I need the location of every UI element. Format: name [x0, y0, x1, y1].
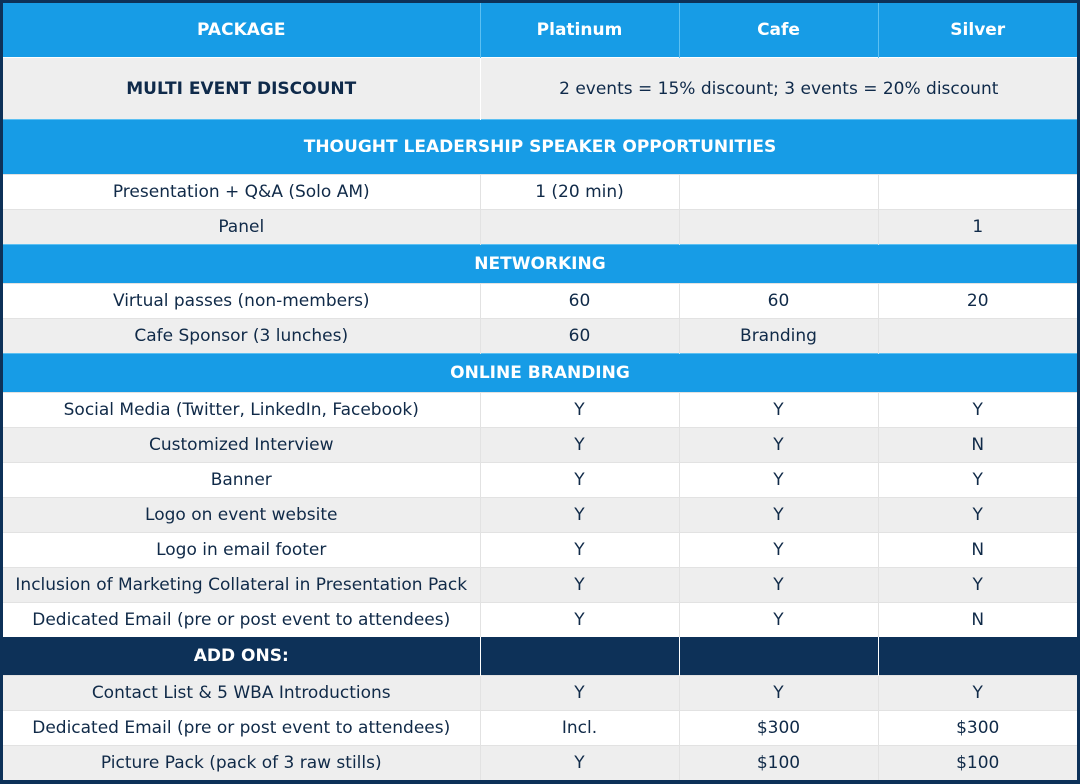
cafe-value: $100 — [679, 746, 878, 781]
section-title-networking: NETWORKING — [3, 245, 1077, 284]
row-label: Customized Interview — [3, 428, 480, 463]
silver-value — [878, 175, 1077, 210]
header-silver: Silver — [878, 3, 1077, 58]
silver-value: Y — [878, 676, 1077, 711]
cafe-value: $300 — [679, 711, 878, 746]
section-title-branding: ONLINE BRANDING — [3, 354, 1077, 393]
platinum-value: Y — [480, 676, 679, 711]
row-label: Dedicated Email (pre or post event to attendees) — [3, 711, 480, 746]
addons-empty-cell — [679, 637, 878, 676]
platinum-value: Y — [480, 498, 679, 533]
platinum-value: 1 (20 min) — [480, 175, 679, 210]
addons-empty-cell — [480, 637, 679, 676]
cafe-value: Y — [679, 603, 878, 638]
table-row — [3, 568, 1077, 603]
header-package: PACKAGE — [3, 3, 480, 58]
header-platinum: Platinum — [480, 3, 679, 58]
silver-value: 20 — [878, 284, 1077, 319]
silver-value: N — [878, 603, 1077, 638]
silver-value: $300 — [878, 711, 1077, 746]
platinum-value: 60 — [480, 284, 679, 319]
platinum-value: Y — [480, 428, 679, 463]
cafe-value: Y — [679, 393, 878, 428]
row-label: Presentation + Q&A (Solo AM) — [3, 175, 480, 210]
row-label: Logo in email footer — [3, 533, 480, 568]
table-row — [3, 746, 1077, 781]
row-label: Panel — [3, 210, 480, 245]
table-row — [3, 393, 1077, 428]
table-row — [3, 428, 1077, 463]
row-label: Dedicated Email (pre or post event to attendees) — [3, 603, 480, 638]
platinum-value: Y — [480, 568, 679, 603]
addons-empty-cell — [878, 637, 1077, 676]
section-title-addons: ADD ONS: — [3, 637, 480, 676]
table-row — [3, 711, 1077, 746]
row-label: Logo on event website — [3, 498, 480, 533]
section-title-speaker: THOUGHT LEADERSHIP SPEAKER OPPORTUNITIES — [3, 120, 1077, 175]
cafe-value: Y — [679, 498, 878, 533]
silver-value: Y — [878, 393, 1077, 428]
cafe-value: Y — [679, 463, 878, 498]
cafe-value: Y — [679, 428, 878, 463]
platinum-value: Incl. — [480, 711, 679, 746]
section-row-networking — [3, 245, 1077, 284]
cafe-value: Y — [679, 533, 878, 568]
table-row — [3, 319, 1077, 354]
table-row — [3, 210, 1077, 245]
silver-value: $100 — [878, 746, 1077, 781]
header-row — [3, 3, 1077, 58]
multi-event-value: 2 events = 15% discount; 3 events = 20% discount — [480, 58, 1077, 120]
platinum-value: Y — [480, 746, 679, 781]
platinum-value: 60 — [480, 319, 679, 354]
silver-value: 1 — [878, 210, 1077, 245]
cafe-value — [679, 210, 878, 245]
sponsorship-package-table — [3, 3, 1077, 780]
silver-value: N — [878, 428, 1077, 463]
platinum-value: Y — [480, 533, 679, 568]
silver-value: Y — [878, 463, 1077, 498]
table-row — [3, 498, 1077, 533]
row-label: Inclusion of Marketing Collateral in Presentation Pack — [3, 568, 480, 603]
table-row — [3, 463, 1077, 498]
row-label: Contact List & 5 WBA Introductions — [3, 676, 480, 711]
table-row — [3, 533, 1077, 568]
silver-value: Y — [878, 498, 1077, 533]
table-row — [3, 676, 1077, 711]
platinum-value: Y — [480, 393, 679, 428]
header-cafe: Cafe — [679, 3, 878, 58]
platinum-value: Y — [480, 463, 679, 498]
silver-value — [878, 319, 1077, 354]
sponsorship-package-table-frame — [3, 3, 1077, 781]
cafe-value: 60 — [679, 284, 878, 319]
cafe-value — [679, 175, 878, 210]
platinum-value — [480, 210, 679, 245]
table-row — [3, 175, 1077, 210]
section-row-branding — [3, 354, 1077, 393]
row-label: Picture Pack (pack of 3 raw stills) — [3, 746, 480, 781]
row-label: Banner — [3, 463, 480, 498]
table-row — [3, 603, 1077, 638]
multi-event-label: MULTI EVENT DISCOUNT — [3, 58, 480, 120]
cafe-value: Y — [679, 568, 878, 603]
cafe-value: Y — [679, 676, 878, 711]
row-label: Cafe Sponsor (3 lunches) — [3, 319, 480, 354]
section-row-speaker — [3, 120, 1077, 175]
multi-event-row — [3, 58, 1077, 120]
silver-value: Y — [878, 568, 1077, 603]
platinum-value: Y — [480, 603, 679, 638]
cafe-value: Branding — [679, 319, 878, 354]
silver-value: N — [878, 533, 1077, 568]
section-row-addons — [3, 637, 1077, 676]
table-row — [3, 284, 1077, 319]
row-label: Social Media (Twitter, LinkedIn, Facebook) — [3, 393, 480, 428]
row-label: Virtual passes (non-members) — [3, 284, 480, 319]
